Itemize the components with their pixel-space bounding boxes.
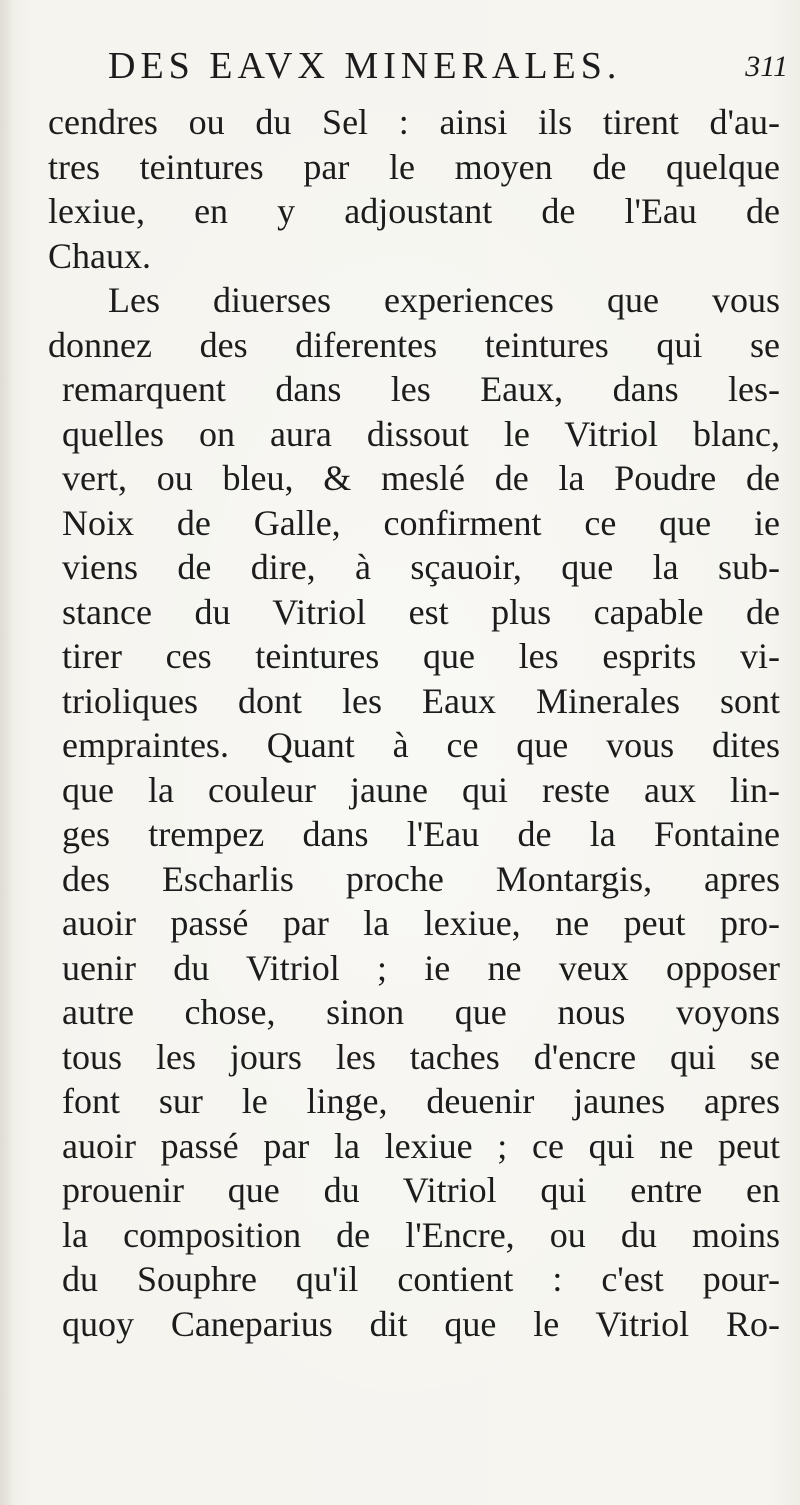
text-line: tirer ces teintures que les esprits vi-: [62, 636, 780, 676]
text-line: Noix de Galle, confirment ce que ie: [62, 502, 780, 543]
text-line: que la couleur jaune qui reste aux lin-: [62, 769, 780, 810]
text-line: Chaux.: [48, 235, 151, 276]
text-line: viens de dire, à sçauoir, que la sub-: [62, 547, 780, 587]
text-line: des Escharlis proche Montargis, apres: [62, 858, 780, 899]
running-head-title: DES EAVX MINERALES.: [108, 45, 622, 87]
text-line: stance du Vitriol est plus capable de: [62, 591, 780, 632]
text-line: cendres ou du Sel : ainsi ils tirent d'au-: [48, 102, 780, 142]
page-number: 311: [745, 50, 788, 83]
paragraph-start-line: Les diuerses experiences que vous: [108, 280, 780, 320]
page-gutter-shadow: [0, 0, 14, 1505]
text-line: prouenir que du Vitriol qui entre en: [62, 1170, 780, 1210]
text-line: empraintes. Quant à ce que vous dites: [62, 725, 780, 765]
text-line: quoy Caneparius dit que le Vitriol Ro-: [62, 1303, 780, 1344]
text-line: donnez des diferentes teintures qui se: [48, 324, 780, 365]
text-line: uenir du Vitriol ; ie ne veux opposer: [62, 947, 780, 988]
text-line: font sur le linge, deuenir jaunes apres: [62, 1081, 780, 1121]
text-line: lexiue, en y adjoustant de l'Eau de: [48, 191, 780, 231]
text-line: tous les jours les taches d'encre qui se: [62, 1036, 780, 1077]
text-line: quelles on aura dissout le Vitriol blanc,: [62, 413, 780, 454]
body-text: [40, 100, 780, 1346]
running-head: [108, 44, 788, 96]
text-line: vert, ou bleu, & meslé de la Poudre de: [62, 458, 780, 498]
text-line: tres teintures par le moyen de quelque: [48, 146, 780, 187]
text-line: du Souphre qu'il contient : c'est pour-: [62, 1259, 780, 1299]
text-line: autre chose, sinon que nous voyons: [62, 992, 780, 1032]
text-line: auoir passé par la lexiue ; ce qui ne peut: [62, 1125, 780, 1166]
text-line: auoir passé par la lexiue, ne peut pro-: [62, 903, 780, 943]
text-line: ges trempez dans l'Eau de la Fontaine: [62, 814, 780, 854]
text-line: trioliques dont les Eaux Minerales sont: [62, 680, 780, 721]
text-line: la composition de l'Encre, ou du moins: [62, 1214, 780, 1255]
text-line: remarquent dans les Eaux, dans les-: [62, 369, 780, 409]
